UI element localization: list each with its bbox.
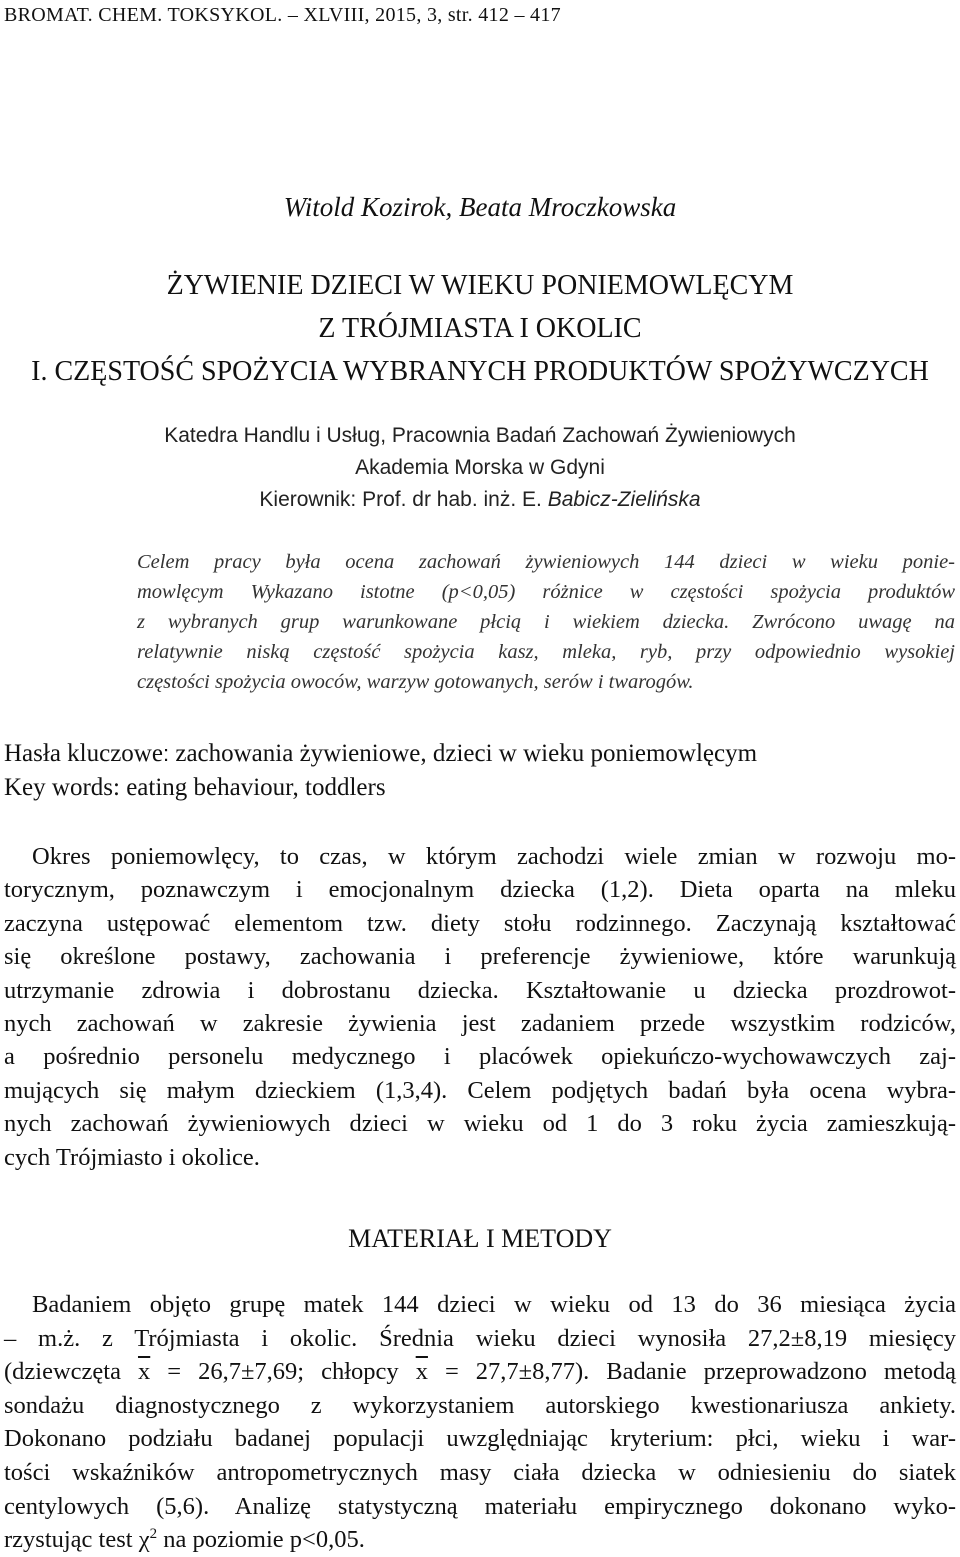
affiliation-head-name: Babicz-Zielińska <box>541 488 701 511</box>
affiliation-line: Katedra Handlu i Usług, Pracownia Badań Zachowań Żywieniowych <box>164 424 796 447</box>
section-heading: MATERIAŁ I METODY <box>348 1224 612 1253</box>
body-line: nych zachowań żywieniowych dzieci w wieku od 1 do 3 roku życia zamieszkują- <box>4 1110 956 1138</box>
body-line: się określone postawy, zachowania i preferencje żywieniowe, które warunkują <box>4 943 956 971</box>
body-line <box>4 1523 956 1557</box>
abstract <box>137 547 955 697</box>
body-line: centylowych (5,6). Analizę statystyczną materiału empirycznego dokonano wyko- <box>4 1492 956 1520</box>
affiliation-line <box>0 484 960 516</box>
keywords-pl <box>4 737 757 771</box>
body-line: sondażu diagnostycznego z wykorzystaniem autorskiego kwestionariusza ankiety. <box>4 1391 956 1419</box>
abstract-line: częstości spożycia owoców, warzyw gotowanych, serów i twarogów. <box>137 671 694 693</box>
body-line: nych zachowań w zakresie żywienia jest zadaniem przede wszystkim rodziców, <box>4 1010 956 1038</box>
body-line: utrzymanie zdrowia i dobrostanu dziecka. Kształtowanie u dziecka prozdrowot- <box>4 976 956 1004</box>
body-line: cych Trójmiasto i okolice. <box>4 1143 260 1171</box>
body-line: zaczyna ustępować elementom tzw. diety stołu rodzinnego. Zaczynają kształtować <box>4 909 956 937</box>
title-line: ŻYWIENIE DZIECI W WIEKU PONIEMOWLĘCYM <box>166 270 794 301</box>
affiliation <box>0 420 960 516</box>
superscript: 2 <box>149 1526 158 1542</box>
title-line: Z TRÓJMIASTA I OKOLIC <box>318 313 642 344</box>
methods-paragraph <box>4 1288 956 1557</box>
text-run: = 27,7±8,77). Badanie przeprowadzono metodą <box>427 1358 956 1386</box>
article-title <box>0 264 960 393</box>
keywords-pl-text: zachowania żywieniowe, dzieci w wieku poniemowlęcym <box>169 740 758 767</box>
body-line: a pośrednio personelu medycznego i placówek opiekuńczo-wychowawczych zaj- <box>4 1043 956 1071</box>
body-line: – m.ż. z Trójmiasta i okolic. Średnia wieku dzieci wynosiła 27,2±8,19 miesięcy <box>4 1324 956 1352</box>
body-line: tości wskaźników antropometrycznych masy ciała dziecka w odniesieniu do siatek <box>4 1458 956 1486</box>
keywords-pl-label: Hasła kluczowe <box>4 740 163 767</box>
keywords-en: Key words: eating behaviour, toddlers <box>4 774 386 801</box>
intro-paragraph <box>4 840 956 1174</box>
body-line: Dokonano podziału badanej populacji uwzględniając kryterium: płci, wieku i war- <box>4 1425 956 1453</box>
abstract-line: mowlęcym Wykazano istotne (p<0,05) różnice w częstości spożycia produktów <box>137 581 955 603</box>
abstract-line: Celem pracy była ocena zachowań żywieniowych 144 dzieci w wieku ponie- <box>137 551 955 573</box>
body-line: torycznym, poznawczym i emocjonalnym dziecka (1,2). Dieta oparta na mleku <box>4 876 956 904</box>
title-line: I. CZĘSTOŚĆ SPOŻYCIA WYBRANYCH PRODUKTÓW SPOŻYWCZYCH <box>31 356 929 387</box>
text-run: (dziewczęta <box>4 1358 138 1386</box>
text-run: na poziomie p<0,05. <box>157 1526 365 1554</box>
affiliation-head-prefix: Kierownik: Prof. dr hab. inż. E. <box>259 488 542 511</box>
body-line <box>4 1355 956 1389</box>
text-run: = 26,7±7,69; chłopcy <box>150 1358 416 1386</box>
running-head: BROMAT. CHEM. TOKSYKOL. – XLVIII, 2015, 3, str. 412 – 417 <box>4 4 561 26</box>
body-line: mujących się małym dzieckiem (1,3,4). Celem podjętych badań była ocena wybra- <box>4 1076 956 1104</box>
mean-symbol: $\overline{x}$ <box>137 1358 151 1386</box>
body-line: Badaniem objęto grupę matek 144 dzieci w wieku od 13 do 36 miesiąca życia <box>32 1291 956 1318</box>
body-line: Okres poniemowlęcy, to czas, w którym zachodzi wiele zmian w rozwoju mo- <box>32 843 956 870</box>
abstract-line: z wybranych grup warunkowane płcią i wiekiem dziecka. Zwrócono uwagę na <box>137 611 955 633</box>
mean-symbol: $\overline{x}$ <box>415 1358 428 1386</box>
text-run: rzystując test χ <box>4 1526 150 1554</box>
affiliation-line: Akademia Morska w Gdyni <box>355 456 605 479</box>
abstract-line: relatywnie niską częstość spożycia kasz, mleka, ryb, przy odpowiednio wysokiej <box>137 641 955 663</box>
authors: Witold Kozirok, Beata Mroczkowska <box>283 192 677 222</box>
keywords-pl-colon: : <box>162 741 170 766</box>
keywords <box>4 737 757 805</box>
